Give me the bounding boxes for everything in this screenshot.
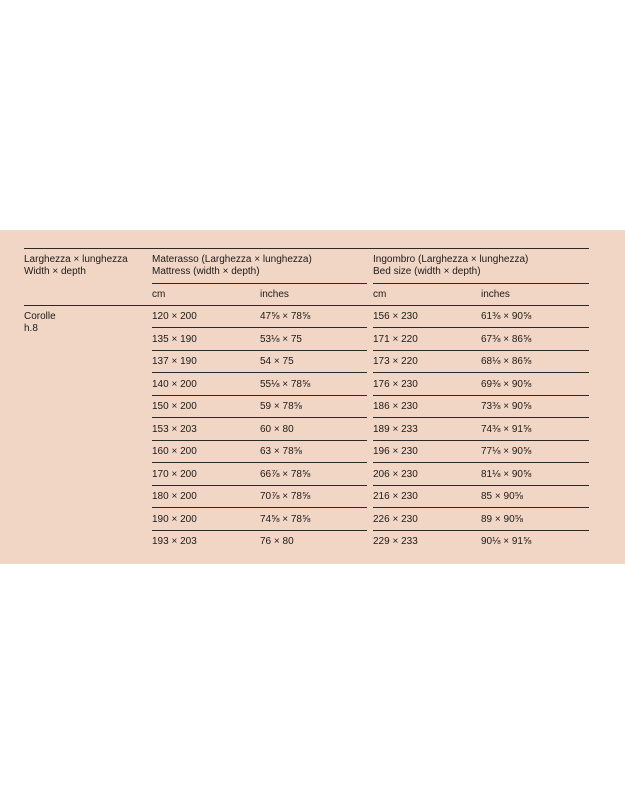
- header-size-line1: Larghezza × lunghezza: [24, 254, 128, 265]
- size-table-panel: [0, 230, 625, 564]
- row-mattress-cm: 153 × 203: [152, 424, 197, 435]
- row-rule-mattress: [152, 440, 367, 441]
- row-mattress-inches: 47⅝ × 78⅝: [260, 311, 311, 322]
- row-bed-cm: 173 × 220: [373, 356, 418, 367]
- top-rule: [24, 248, 589, 249]
- bed-subheader-rule: [373, 283, 589, 284]
- row-bed-cm: 196 × 230: [373, 446, 418, 457]
- model-height: h.8: [24, 323, 38, 334]
- row-bed-inches: 73⅜ × 90⅝: [481, 401, 532, 412]
- row-rule-mattress: [152, 507, 367, 508]
- row-mattress-cm: 180 × 200: [152, 491, 197, 502]
- row-bed-cm: 171 × 220: [373, 334, 418, 345]
- row-rule-mattress: [152, 485, 367, 486]
- row-mattress-inches: 54 × 75: [260, 356, 294, 367]
- row-mattress-cm: 190 × 200: [152, 514, 197, 525]
- row-rule-bed: [373, 530, 589, 531]
- row-mattress-cm: 135 × 190: [152, 334, 197, 345]
- row-bed-cm: 206 × 230: [373, 469, 418, 480]
- row-rule-bed: [373, 417, 589, 418]
- row-rule-bed: [373, 507, 589, 508]
- row-rule-mattress: [152, 417, 367, 418]
- mattress-subheader-rule: [152, 283, 367, 284]
- row-rule-bed: [373, 440, 589, 441]
- row-rule-bed: [373, 327, 589, 328]
- row-mattress-cm: 193 × 203: [152, 536, 197, 547]
- row-mattress-inches: 74⅝ × 78⅝: [260, 514, 311, 525]
- header-bed-line2: Bed size (width × depth): [373, 266, 481, 277]
- row-bed-cm: 176 × 230: [373, 379, 418, 390]
- row-bed-cm: 216 × 230: [373, 491, 418, 502]
- row-bed-inches: 61⅜ × 90⅝: [481, 311, 532, 322]
- row-bed-inches: 68⅛ × 86⅝: [481, 356, 532, 367]
- row-mattress-inches: 59 × 78⅝: [260, 401, 302, 412]
- row-rule-bed: [373, 462, 589, 463]
- row-mattress-cm: 140 × 200: [152, 379, 197, 390]
- row-rule-mattress: [152, 530, 367, 531]
- row-mattress-cm: 137 × 190: [152, 356, 197, 367]
- row-mattress-inches: 70⅞ × 78⅝: [260, 491, 311, 502]
- row-bed-inches: 69⅜ × 90⅝: [481, 379, 532, 390]
- header-mattress-line2: Mattress (width × depth): [152, 266, 260, 277]
- mattress-cm-unit: cm: [152, 289, 166, 300]
- row-bed-inches: 77⅛ × 90⅝: [481, 446, 532, 457]
- row-rule-mattress: [152, 350, 367, 351]
- mattress-inches-unit: inches: [260, 289, 289, 300]
- row-rule-bed: [373, 350, 589, 351]
- row-rule-bed: [373, 372, 589, 373]
- row-bed-cm: 189 × 233: [373, 424, 418, 435]
- row-bed-inches: 67⅜ × 86⅝: [481, 334, 532, 345]
- row-rule-mattress: [152, 327, 367, 328]
- row-mattress-cm: 120 × 200: [152, 311, 197, 322]
- row-rule-bed: [373, 395, 589, 396]
- bed-inches-unit: inches: [481, 289, 510, 300]
- row-bed-inches: 90⅛ × 91⅝: [481, 536, 532, 547]
- header-bottom-rule: [24, 305, 589, 306]
- header-mattress-line1: Materasso (Larghezza × lunghezza): [152, 254, 312, 265]
- bed-cm-unit: cm: [373, 289, 387, 300]
- row-rule-mattress: [152, 372, 367, 373]
- header-size-line2: Width × depth: [24, 266, 86, 277]
- row-rule-mattress: [152, 395, 367, 396]
- row-bed-cm: 226 × 230: [373, 514, 418, 525]
- header-bed-line1: Ingombro (Larghezza × lunghezza): [373, 254, 529, 265]
- row-mattress-cm: 150 × 200: [152, 401, 197, 412]
- row-mattress-inches: 53⅛ × 75: [260, 334, 302, 345]
- model-name: Corolle: [24, 311, 56, 322]
- row-mattress-inches: 55⅛ × 78⅝: [260, 379, 311, 390]
- row-bed-inches: 85 × 90⅝: [481, 491, 523, 502]
- row-bed-inches: 81⅛ × 90⅝: [481, 469, 532, 480]
- row-bed-cm: 156 × 230: [373, 311, 418, 322]
- row-mattress-inches: 66⅞ × 78⅝: [260, 469, 311, 480]
- row-bed-cm: 229 × 233: [373, 536, 418, 547]
- row-mattress-inches: 76 × 80: [260, 536, 294, 547]
- row-rule-mattress: [152, 462, 367, 463]
- row-mattress-inches: 60 × 80: [260, 424, 294, 435]
- row-bed-inches: 89 × 90⅝: [481, 514, 523, 525]
- row-mattress-cm: 160 × 200: [152, 446, 197, 457]
- row-mattress-cm: 170 × 200: [152, 469, 197, 480]
- row-rule-bed: [373, 485, 589, 486]
- row-bed-cm: 186 × 230: [373, 401, 418, 412]
- row-bed-inches: 74⅜ × 91⅝: [481, 424, 532, 435]
- row-mattress-inches: 63 × 78⅝: [260, 446, 302, 457]
